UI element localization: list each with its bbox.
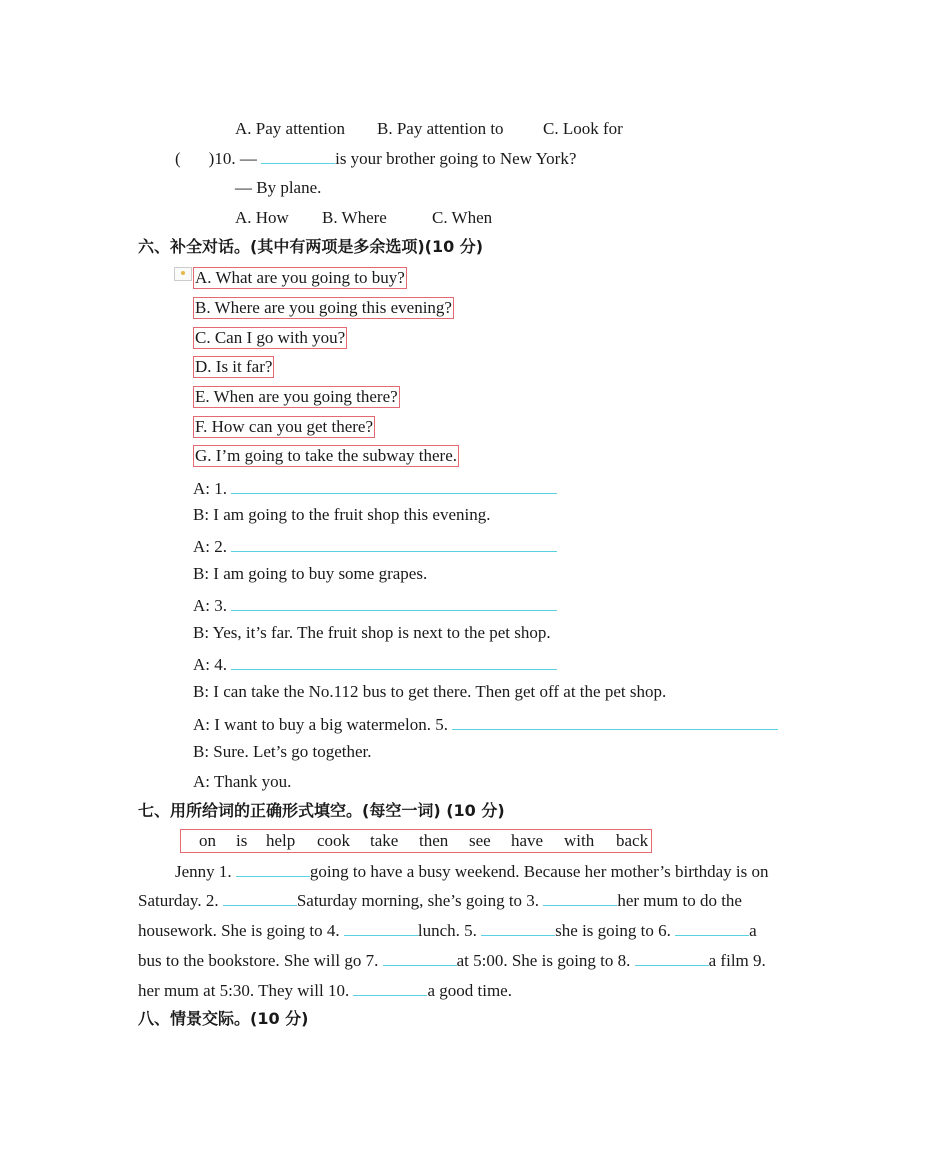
- passage-blank-2[interactable]: [223, 889, 297, 906]
- passage-blank-5[interactable]: [481, 919, 555, 936]
- passage-line-2: Saturday. 2. Saturday morning, she’s going to 3. her mum to do the: [138, 891, 742, 910]
- word-bank-item: cook: [317, 831, 351, 850]
- word-bank-item: take: [370, 831, 399, 850]
- q9-option-c: C. Look for: [543, 119, 623, 138]
- word-bank-item: back: [616, 831, 649, 850]
- word-bank-item: with: [564, 831, 595, 850]
- passage-blank-7[interactable]: [383, 949, 457, 966]
- q10-answer-line: — By plane.: [235, 178, 322, 197]
- word-bank-item: see: [469, 831, 491, 850]
- q9-option-b: B. Pay attention to: [377, 119, 504, 138]
- dialogue-line-9: A: I want to buy a big watermelon. 5.: [193, 713, 778, 736]
- passage-line-1: Jenny 1. going to have a busy weekend. Because her mother’s birthday is on: [175, 862, 769, 881]
- q10-paren-open: (: [175, 149, 181, 168]
- dialogue-line-8: B: I can take the No.112 bus to get there. Then get off at the pet shop.: [193, 682, 667, 701]
- dialogue-blank-2[interactable]: [231, 535, 557, 552]
- word-bank: [180, 829, 652, 853]
- dialogue-line-11: A: Thank you.: [193, 772, 292, 791]
- passage-line-5: her mum at 5:30. They will 10. a good time.: [138, 981, 512, 1000]
- word-bank-item: on: [199, 831, 216, 850]
- q10-number: )10. —: [208, 149, 257, 168]
- section8-heading: 八、情景交际。(10 分): [138, 1009, 309, 1028]
- dialogue-line-1: A: 1.: [193, 477, 557, 500]
- q10-answer-blank[interactable]: [261, 147, 335, 164]
- choice-a: A. What are you going to buy?: [195, 268, 405, 287]
- choice-b: B. Where are you going this evening?: [195, 298, 452, 317]
- dialogue-line-6: B: Yes, it’s far. The fruit shop is next to the pet shop.: [193, 623, 551, 642]
- dialogue-blank-4[interactable]: [231, 653, 557, 670]
- passage-blank-1[interactable]: [236, 860, 310, 877]
- q10-stem-text: is your brother going to New York?: [335, 149, 577, 168]
- dialogue-line-3: A: 2.: [193, 535, 557, 558]
- dialogue-blank-5[interactable]: [452, 713, 778, 730]
- dialogue-blank-3[interactable]: [231, 594, 557, 611]
- choice-d: D. Is it far?: [195, 357, 273, 376]
- q10-stem: [175, 147, 576, 170]
- section6-heading: 六、补全对话。(其中有两项是多余选项)(10 分): [138, 237, 484, 256]
- passage-line-3: housework. She is going to 4. lunch. 5. she is going to 6. a: [138, 921, 757, 940]
- dialogue-line-4: B: I am going to buy some grapes.: [193, 564, 428, 583]
- dialogue-line-10: B: Sure. Let’s go together.: [193, 742, 372, 761]
- choice-c: C. Can I go with you?: [195, 328, 346, 347]
- word-bank-item: have: [511, 831, 544, 850]
- choice-f: F. How can you get there?: [195, 417, 374, 436]
- q10-option-c: C. When: [432, 208, 493, 227]
- passage-blank-3[interactable]: [543, 889, 617, 906]
- q10-option-a: A. How: [235, 208, 289, 227]
- passage-blank-4[interactable]: [344, 919, 418, 936]
- image-placeholder-icon: [174, 267, 192, 281]
- passage-blank-6[interactable]: [675, 919, 749, 936]
- word-bank-item: is: [236, 831, 248, 850]
- word-bank-item: help: [266, 831, 296, 850]
- passage-line-4: bus to the bookstore. She will go 7. at 5:00. She is going to 8. a film 9.: [138, 951, 766, 970]
- dialogue-line-5: A: 3.: [193, 594, 557, 617]
- passage-blank-8[interactable]: [635, 949, 709, 966]
- q10-option-b: B. Where: [322, 208, 387, 227]
- q9-option-a: A. Pay attention: [235, 119, 346, 138]
- word-bank-item: then: [419, 831, 449, 850]
- choice-g: G. I’m going to take the subway there.: [195, 446, 458, 465]
- choice-e: E. When are you going there?: [195, 387, 398, 406]
- dialogue-line-7: A: 4.: [193, 653, 557, 676]
- passage-blank-10[interactable]: [353, 979, 427, 996]
- dialogue-line-2: B: I am going to the fruit shop this evening.: [193, 505, 491, 524]
- section7-heading: 七、用所给词的正确形式填空。(每空一词) (10 分): [138, 801, 505, 820]
- dialogue-blank-1[interactable]: [231, 477, 557, 494]
